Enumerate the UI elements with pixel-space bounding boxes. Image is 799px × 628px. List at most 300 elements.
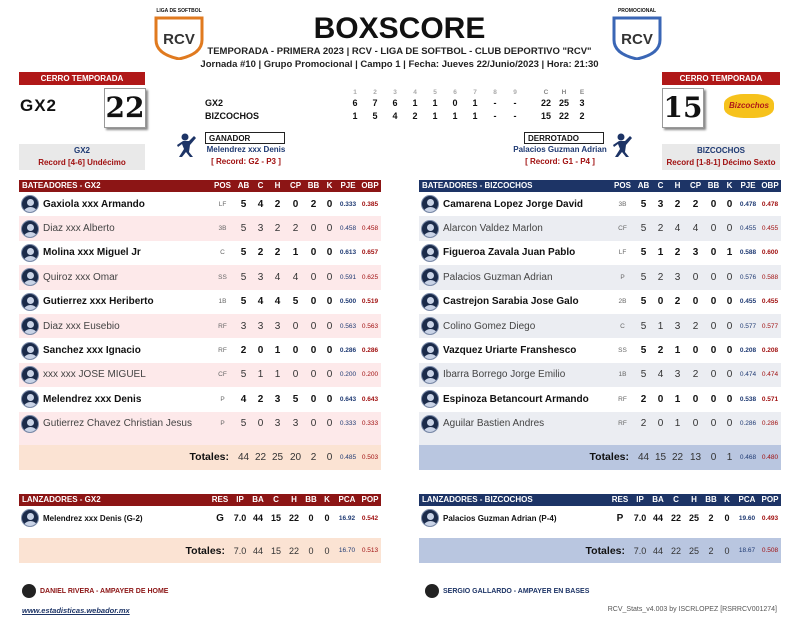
stat-bb: 0 (310, 296, 317, 308)
table-row (419, 265, 781, 289)
stat-c: 4 (257, 198, 264, 210)
table-header (19, 180, 381, 192)
stat-ba: 44 (252, 513, 263, 524)
stat-obp: 0.455 (761, 298, 779, 306)
stat-ab: 5 (240, 271, 247, 283)
stat-c: 22 (670, 513, 681, 524)
total-runs: 15 (540, 111, 551, 121)
column-header: K (726, 181, 733, 190)
column-header: C (273, 495, 279, 504)
player-avatar (421, 366, 439, 384)
stat-pos: RF (618, 395, 627, 403)
total-pca: 18.67 (738, 547, 756, 555)
table-title: BATEADORES - BIZCOCHOS (422, 181, 533, 190)
total-obp: 0.503 (361, 453, 379, 461)
home-team-logo: GX2 (20, 96, 58, 115)
stat-k: 1 (726, 247, 733, 259)
stat-ab: 2 (640, 393, 647, 405)
stat-k: 0 (326, 320, 333, 332)
stat-h: 3 (674, 320, 681, 332)
stat-pos: P (220, 420, 225, 428)
stat-ab: 5 (640, 223, 647, 235)
svg-text:RCV: RCV (163, 31, 195, 48)
stat-bb: 0 (310, 247, 317, 259)
total-k: 0 (326, 451, 333, 463)
stat-pca: 16.92 (338, 514, 356, 522)
player-name: Sanchez xxx Ignacio (43, 345, 141, 357)
stat-bb: 0 (310, 223, 317, 235)
inning-header: 8 (493, 89, 497, 96)
inning-header: 9 (513, 89, 517, 96)
total-obp: 0.480 (761, 453, 779, 461)
stat-bb: 0 (710, 296, 717, 308)
stat-pje: 0.474 (739, 371, 757, 379)
stat-bb: 0 (710, 198, 717, 210)
inning-runs: 1 (472, 111, 478, 121)
player-avatar (421, 509, 439, 527)
total-ip: 7.0 (233, 545, 247, 556)
stat-obp: 0.643 (361, 395, 379, 403)
inning-runs: 1 (412, 98, 418, 108)
pitching-table-away (419, 494, 781, 563)
stat-bb: 0 (710, 393, 717, 405)
stat-res: P (616, 512, 624, 524)
inning-header: 5 (433, 89, 437, 96)
player-name: Palacios Guzman Adrian (443, 271, 553, 283)
stat-k: 0 (326, 418, 333, 430)
stat-h: 22 (288, 513, 299, 524)
stat-h: 4 (274, 296, 281, 308)
away-team-name: BIZCOCHOS (697, 146, 745, 155)
stat-pje: 0.333 (339, 200, 357, 208)
stat-pos: RF (618, 420, 627, 428)
stat-pje: 0.478 (739, 200, 757, 208)
stat-k: 0 (726, 271, 733, 283)
total-runs: 22 (540, 98, 551, 108)
total-cp: 13 (689, 451, 702, 463)
column-header: IP (236, 495, 244, 504)
errors-header: E (579, 89, 585, 96)
home-team-record: Record [4-6] Undécimo (38, 158, 126, 167)
column-header: OBP (761, 181, 779, 190)
column-header: BB (705, 495, 717, 504)
stat-pop: 0.493 (761, 514, 779, 522)
total-bb: 2 (310, 451, 317, 463)
totals-row (419, 445, 781, 470)
inning-runs: 5 (372, 111, 378, 121)
column-header: K (324, 495, 330, 504)
stat-h: 2 (274, 198, 281, 210)
total-bb: 0 (710, 451, 717, 463)
stat-c: 3 (257, 223, 264, 235)
table-row (419, 387, 781, 411)
stat-h: 1 (274, 345, 281, 357)
inning-runs: - (493, 98, 497, 108)
table-row (19, 192, 381, 216)
stat-c: 3 (257, 320, 264, 332)
stat-c: 15 (270, 513, 281, 524)
inning-header: 6 (453, 89, 457, 96)
stat-cp: 2 (292, 223, 299, 235)
stat-k: 0 (726, 320, 733, 332)
total-k: 1 (726, 451, 733, 463)
shield-icon (608, 14, 666, 60)
stat-pos: 1B (218, 298, 227, 306)
stat-k: 0 (724, 513, 730, 524)
column-header: BB (307, 181, 320, 190)
column-header: C (257, 181, 264, 190)
total-ip: 7.0 (633, 545, 647, 556)
batting-table-away (419, 180, 781, 470)
inning-runs: 2 (412, 111, 418, 121)
table-row (419, 192, 781, 216)
total-h: 22 (671, 451, 684, 463)
stat-c: 0 (657, 296, 664, 308)
pitcher-silhouette-icon (612, 132, 636, 158)
table-row (419, 216, 781, 240)
stat-pje: 0.538 (739, 395, 757, 403)
table-row (19, 241, 381, 265)
stat-k: 0 (726, 393, 733, 405)
column-header: H (291, 495, 297, 504)
total-k: 0 (724, 545, 730, 556)
pitcher-name: Palacios Guzman Adrian (P-4) (443, 513, 557, 523)
stat-obp: 0.455 (761, 225, 779, 233)
column-header: POP (361, 495, 379, 504)
table-row (19, 265, 381, 289)
stat-ip: 7.0 (233, 513, 247, 524)
table-row (419, 506, 781, 530)
total-pje: 0.468 (739, 453, 757, 461)
stat-h: 3 (674, 369, 681, 381)
stat-obp: 0.577 (761, 322, 779, 330)
player-avatar (21, 390, 39, 408)
stat-k: 0 (326, 198, 333, 210)
column-header: POP (761, 495, 779, 504)
total-c: 22 (670, 545, 681, 556)
stat-obp: 0.657 (361, 249, 379, 257)
stat-ab: 5 (240, 223, 247, 235)
column-header: H (274, 181, 281, 190)
stat-obp: 0.458 (361, 225, 379, 233)
stat-ab: 5 (640, 247, 647, 259)
column-header: K (326, 181, 333, 190)
stat-h: 3 (274, 393, 281, 405)
player-name: Molina xxx Miguel Jr (43, 247, 141, 259)
stat-cp: 5 (292, 393, 299, 405)
stat-c: 0 (657, 418, 664, 430)
stat-pos: CF (618, 225, 627, 233)
stat-pos: C (220, 249, 225, 257)
column-header: BB (707, 181, 720, 190)
player-avatar (21, 195, 39, 213)
player-avatar (21, 342, 39, 360)
inning-runs: 6 (352, 98, 358, 108)
total-h: 25 (271, 451, 284, 463)
home-team-info (19, 144, 145, 170)
stat-cp: 0 (292, 369, 299, 381)
season-line: TEMPORADA - PRIMERA 2023 | RCV - LIGA DE SOFTBOL - CLUB DEPORTIVO "RCV" (207, 46, 592, 57)
away-team-info (662, 144, 780, 170)
stat-k: 0 (326, 393, 333, 405)
column-header: BA (652, 495, 664, 504)
stat-c: 2 (657, 271, 664, 283)
stat-cp: 4 (692, 223, 699, 235)
inning-header: 2 (373, 89, 377, 96)
column-header: PJE (340, 181, 356, 190)
stat-c: 1 (257, 369, 264, 381)
stat-pos: C (620, 322, 625, 330)
stat-cp: 2 (692, 369, 699, 381)
table-row (419, 412, 781, 436)
total-c: 15 (270, 545, 281, 556)
total-bb: 0 (308, 545, 314, 556)
stat-k: 0 (326, 369, 333, 381)
stat-pos: LF (218, 200, 227, 208)
away-season-banner: CERRO TEMPORADA (662, 72, 780, 85)
stat-h: 3 (274, 320, 281, 332)
stat-bb: 0 (310, 418, 317, 430)
stat-pje: 0.591 (339, 273, 357, 281)
stat-cp: 3 (292, 418, 299, 430)
stat-k: 0 (726, 418, 733, 430)
right-logo-caption: PROMOCIONAL (617, 8, 657, 14)
stat-pos: 2B (618, 298, 627, 306)
column-header: CP (689, 181, 702, 190)
stat-pje: 0.500 (339, 298, 357, 306)
stat-pos: RF (218, 322, 227, 330)
stat-c: 2 (257, 247, 264, 259)
loser-name: Palacios Guzman Adrian (513, 145, 607, 154)
total-pca: 16.70 (338, 547, 356, 555)
player-avatar (21, 268, 39, 286)
linescore-team: BIZCOCHOS (205, 111, 259, 121)
stat-ab: 5 (640, 296, 647, 308)
away-team-record: Record [1-8-1] Décimo Sexto (666, 158, 776, 167)
total-ab: 44 (637, 451, 650, 463)
stat-ab: 5 (240, 198, 247, 210)
stat-pos: SS (218, 273, 227, 281)
stat-bb: 2 (708, 513, 714, 524)
stat-bb: 2 (310, 198, 317, 210)
linescore-team: GX2 (205, 98, 224, 108)
stat-c: 0 (257, 345, 264, 357)
stat-ab: 2 (640, 418, 647, 430)
column-header: POS (214, 181, 231, 190)
stat-h: 2 (274, 247, 281, 259)
stat-pos: P (620, 273, 625, 281)
stat-obp: 0.200 (361, 371, 379, 379)
player-avatar (421, 195, 439, 213)
inning-header: 4 (413, 89, 417, 96)
stat-bb: 0 (710, 223, 717, 235)
stat-ba: 44 (652, 513, 663, 524)
inning-runs: 1 (432, 98, 438, 108)
player-name: Camarena Lopez Jorge David (443, 198, 584, 210)
stat-cp: 0 (692, 345, 699, 357)
stat-obp: 0.625 (361, 273, 379, 281)
stat-res: G (216, 512, 224, 524)
loser-record: [ Record: G1 - P4 ] (525, 157, 595, 166)
winner-record: [ Record: G2 - P3 ] (211, 157, 281, 166)
winner-label: GANADOR (205, 132, 285, 144)
total-k: 0 (324, 545, 330, 556)
stat-pos: P (220, 395, 225, 403)
table-spacer (419, 436, 781, 445)
stat-bb: 0 (310, 369, 317, 381)
umpire-icon (425, 584, 439, 598)
table-row (19, 506, 381, 530)
player-avatar (421, 244, 439, 262)
player-name: Vazquez Uriarte Franshesco (443, 345, 577, 357)
linescore-row-away (205, 110, 591, 123)
stat-h: 1 (674, 393, 681, 405)
player-avatar (421, 268, 439, 286)
stat-obp: 0.478 (761, 200, 779, 208)
stat-ab: 5 (640, 345, 647, 357)
column-header: IP (636, 495, 644, 504)
website-link[interactable]: www.estadisticas.webador.mx (22, 606, 130, 615)
column-header: K (724, 495, 730, 504)
totals-row (19, 538, 381, 563)
total-errors: 2 (579, 111, 585, 121)
stat-h: 3 (274, 418, 281, 430)
stat-cp: 0 (692, 296, 699, 308)
player-avatar (21, 317, 39, 335)
pitcher-name: Melendrez xxx Denis (G-2) (43, 513, 143, 523)
stat-pje: 0.458 (339, 225, 357, 233)
player-name: Castrejon Sarabia Jose Galo (443, 296, 579, 308)
totals-row (419, 538, 781, 563)
away-score: 15 (662, 88, 704, 128)
stat-h: 1 (674, 345, 681, 357)
stat-bb: 0 (710, 369, 717, 381)
totals-row (19, 445, 381, 470)
inning-runs: 1 (452, 111, 458, 121)
column-header: BB (305, 495, 317, 504)
total-ab: 44 (237, 451, 250, 463)
totals-label: Totales: (589, 451, 629, 464)
player-name: Alarcon Valdez Marlon (443, 223, 543, 235)
linescore (205, 86, 605, 126)
total-ba: 44 (252, 545, 263, 556)
stat-obp: 0.286 (761, 420, 779, 428)
player-name: Diaz xxx Alberto (43, 223, 115, 235)
table-spacer (19, 530, 381, 538)
home-team-name: GX2 (73, 146, 90, 155)
stat-pje: 0.200 (339, 371, 357, 379)
home-score: 22 (104, 88, 146, 128)
right-league-logo (608, 8, 666, 62)
player-name: Gaxiola xxx Armando (43, 198, 145, 210)
player-avatar (421, 220, 439, 238)
column-header: PJE (740, 181, 756, 190)
stat-h: 25 (688, 513, 699, 524)
home-umpire-name: DANIEL RIVERA - AMPAYER DE HOME (40, 587, 169, 595)
stat-obp: 0.600 (761, 249, 779, 257)
stat-c: 3 (657, 198, 664, 210)
column-header: C (657, 181, 664, 190)
stat-pje: 0.563 (339, 322, 357, 330)
pitcher-silhouette-icon (176, 132, 200, 158)
stat-cp: 0 (292, 198, 299, 210)
column-header: AB (237, 181, 250, 190)
stat-obp: 0.588 (761, 273, 779, 281)
stat-cp: 5 (292, 296, 299, 308)
stat-ab: 5 (640, 198, 647, 210)
stat-ab: 4 (240, 393, 247, 405)
player-avatar (21, 293, 39, 311)
column-header: PCA (338, 495, 356, 504)
player-avatar (21, 415, 39, 433)
stat-obp: 0.208 (761, 347, 779, 355)
player-name: Aguilar Bastien Andres (443, 418, 545, 430)
svg-text:RCV: RCV (621, 31, 653, 48)
table-spacer (19, 436, 381, 445)
umpire-icon (22, 584, 36, 598)
totals-label: Totales: (189, 451, 229, 464)
inning-runs: 0 (452, 98, 458, 108)
stat-pje: 0.455 (739, 225, 757, 233)
inning-runs: - (493, 111, 497, 121)
column-header: PCA (738, 495, 756, 504)
loser-label: DERROTADO (524, 132, 604, 144)
table-row (419, 241, 781, 265)
player-avatar (421, 317, 439, 335)
stat-pos: LF (618, 249, 627, 257)
inning-runs: - (513, 111, 517, 121)
stat-k: 0 (326, 296, 333, 308)
stat-k: 0 (324, 513, 330, 524)
total-pop: 0.508 (761, 547, 779, 555)
stat-h: 2 (274, 223, 281, 235)
stat-bb: 0 (310, 320, 317, 332)
table-row (419, 314, 781, 338)
stat-pos: RF (218, 347, 227, 355)
stat-cp: 2 (692, 320, 699, 332)
column-header: OBP (361, 181, 379, 190)
stat-bb: 0 (310, 271, 317, 283)
stat-cp: 0 (692, 271, 699, 283)
stat-c: 2 (257, 393, 264, 405)
player-avatar (421, 293, 439, 311)
stat-pje: 0.208 (739, 347, 757, 355)
column-header: RES (611, 495, 629, 504)
stat-cp: 2 (692, 198, 699, 210)
stat-cp: 0 (692, 393, 699, 405)
table-row (19, 387, 381, 411)
column-header: AB (637, 181, 650, 190)
table-row (19, 412, 381, 436)
stat-k: 0 (726, 369, 733, 381)
table-row (19, 290, 381, 314)
stat-h: 1 (274, 369, 281, 381)
stat-k: 0 (726, 296, 733, 308)
stat-h: 4 (674, 223, 681, 235)
stat-bb: 0 (710, 247, 717, 259)
table-row (19, 363, 381, 387)
stat-cp: 0 (292, 345, 299, 357)
inning-runs: 1 (432, 111, 438, 121)
totals-label: Totales: (185, 544, 225, 557)
player-name: Melendrez xxx Denis (43, 393, 142, 405)
stat-bb: 0 (710, 271, 717, 283)
table-row (19, 216, 381, 240)
winner-name: Melendrez xxx Denis (206, 145, 286, 154)
stat-pje: 0.613 (339, 249, 357, 257)
stat-ab: 5 (640, 369, 647, 381)
stat-c: 0 (657, 393, 664, 405)
